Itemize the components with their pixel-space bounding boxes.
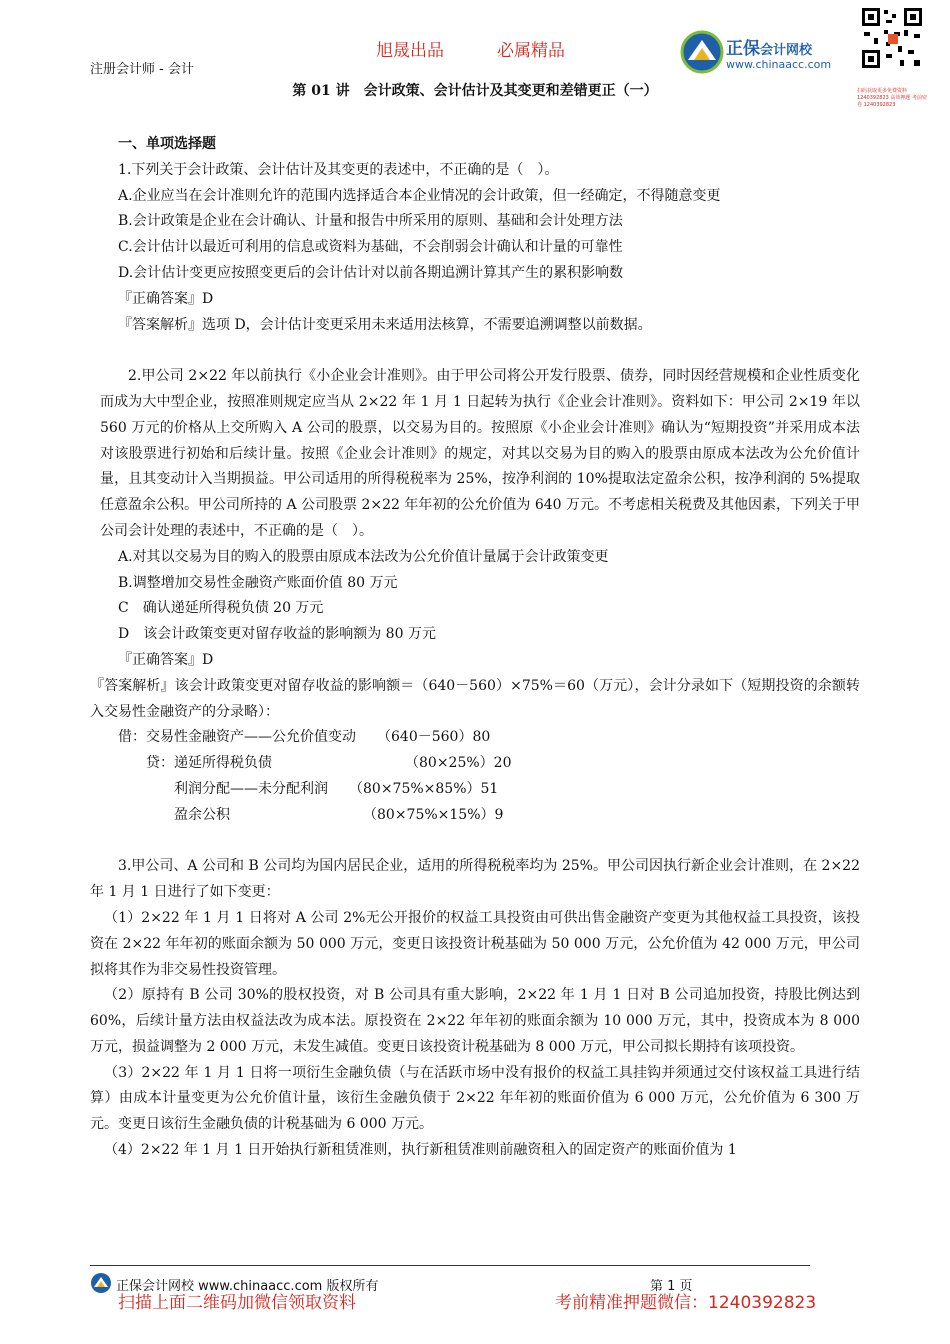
q1-option-c: C.会计估计以最近可利用的信息或资料为基础，不会削弱会计确认和计量的可靠性 (118, 239, 623, 256)
q2-option-d: D 该会计政策变更对留存收益的影响额为 80 万元 (118, 626, 436, 643)
q2-answer: 『正确答案』D (118, 651, 214, 668)
q3-item-3: （3）2×22 年 1 月 1 日将一项衍生金融负债（与在活跃市场中没有报价的权益工具挂钩并须通过交付该权益工具进行结算）由成本计量变更为公允价值计量，该衍生金融负债于 2×22 年年初的账面价值为 6 000 万元，公允价值为 6 300 万元。变更日该衍生金融负债的计税基础为 6 000 万元。 (90, 1064, 860, 1133)
q3-item-4: （4）2×22 年 1 月 1 日开始执行新租赁准则，执行新租赁准则前融资租入的固定资产的账面价值为 1 (104, 1142, 737, 1159)
q1-option-b: B.会计政策是企业在会计确认、计量和报告中所采用的原则、基础和会计处理方法 (118, 213, 623, 230)
journal-entry-credit-3: 盈余公积 （80×75%×15%）9 (118, 806, 504, 823)
footer-copyright: 正保会计网校 www.chinaacc.com 版权所有 (116, 1279, 379, 1294)
q1-answer: 『正确答案』D (118, 290, 214, 307)
subject-label: 注册会计师 - 会计 (90, 62, 194, 77)
promo-text-left: 旭晟出品 (376, 41, 444, 61)
logo-name: 正保 (726, 39, 760, 59)
footer-divider (90, 1265, 810, 1266)
q2-option-b: B.调整增加交易性金融资产账面价值 80 万元 (118, 574, 398, 591)
q3-stem: 3.甲公司、A 公司和 B 公司均为国内居民企业，适用的所得税税率均为 25%。甲公司因执行新企业会计准则，在 2×22 年 1 月 1 日进行了如下变更： (90, 858, 860, 901)
footer-logo-icon (90, 1272, 112, 1294)
qr-code-icon (860, 6, 924, 70)
q1-option-d: D.会计估计变更应按照变更后的会计估计对以前各期追溯计算其产生的累积影响数 (118, 264, 624, 281)
q3-item-2: （2）原持有 B 公司 30%的股权投资，对 B 公司具有重大影响，2×22 年 1 月 1 日对 B 公司追加投资，持股比例达到 60%，后续计量方法由权益法改为成本法。原投资在 2×22 年年初的账面余额为 10 000 万元，其中，投资成本为 8 000 万元，损益调整为 2 000 万元，未发生减值。变更日该投资计税基础为 8 000 万元，甲公司拟长期持有该项投资。 (90, 987, 860, 1055)
logo-brand (726, 34, 812, 59)
journal-entry-credit-2: 利润分配——未分配利润 （80×75%×85%）51 (118, 780, 499, 797)
qr-caption: 扫码获取更多免费资料 1240392823 高效押题 考前密卷 1240392823 (857, 88, 927, 108)
q2-analysis: 『答案解析』该会计政策变更对留存收益的影响额＝（640－560）×75%＝60（万元），会计分录如下（短期投资的余额转入交易性金融资产的分录略）： (90, 677, 860, 720)
q2-option-c: C 确认递延所得税负债 20 万元 (118, 600, 324, 617)
chinaacc-logo-icon (680, 30, 724, 74)
document-body (90, 132, 860, 1164)
section-heading: 一、单项选择题 (118, 136, 216, 152)
footer-promo-right: 考前精准押题微信：1240392823 (555, 1293, 817, 1313)
page-title: 第 01 讲 会计政策、会计估计及其变更和差错更正（一） (292, 83, 658, 99)
q2-stem: 2.甲公司 2×22 年以前执行《小企业会计准则》。由于甲公司将公开发行股票、债券，同时因经营规模和企业性质变化而成为大中型企业，按照准则规定应当从 2×22 年 1 月 1 日起转为执行《企业会计准则》。资料如下：甲公司 2×19 年以 560 万元的价格从上交所购入 A 公司的股票，以交易为目的。按照原《小企业会计准则》确认为“短期投资”并采用成本法对该股票进行初始和后续计量。按照《企业会计准则》的规定，对其以交易为目的购入的股票由原成本法改为公允价值计量，且其变动计入当期损益。甲公司适用的所得税税率为 25%，按净利润的 10%提取法定盈余公积，按净利润的 5%提取任意盈余公积。甲公司所持的 A 公司股票 2×22 年年初的公允价值为 640 万元。不考虑相关税费及其他因素，下列关于甲公司会计处理的表述中，不正确的是（ ）。 (100, 368, 860, 539)
q2-option-a: A.对其以交易为目的购入的股票由原成本法改为公允价值计量属于会计政策变更 (118, 548, 609, 565)
q1-analysis: 『答案解析』选项 D，会计估计变更采用未来适用法核算，不需要追溯调整以前数据。 (118, 316, 652, 333)
promo-text-right: 必属精品 (497, 41, 565, 61)
journal-entry-credit-1: 贷：递延所得税负债 （80×25%）20 (118, 755, 512, 772)
logo-sub: 会计网校 (760, 43, 813, 58)
q1-stem: 1.下列关于会计政策、会计估计及其变更的表述中，不正确的是（ ）。 (118, 161, 559, 178)
q3-item-1: （1）2×22 年 1 月 1 日将对 A 公司 2%无公开报价的权益工具投资由可供出售金融资产变更为其他权益工具投资，该投资在 2×22 年年初的账面余额为 50 000 万元，变更日该投资计税基础为 50 000 万元，公允价值为 42 000 万元，甲公司拟将其作为非交易性投资管理。 (90, 909, 860, 978)
q1-option-a: A.企业应当在会计准则允许的范围内选择适合本企业情况的会计政策，但一经确定，不得随意变更 (118, 187, 721, 204)
page-number: 第 1 页 (650, 1279, 693, 1294)
journal-entry-debit: 借：交易性金融资产——公允价值变动 （640－560）80 (118, 729, 491, 746)
logo-url: www.chinaacc.com (726, 58, 832, 71)
footer-promo-left: 扫描上面二维码加微信领取资料 (118, 1293, 356, 1313)
